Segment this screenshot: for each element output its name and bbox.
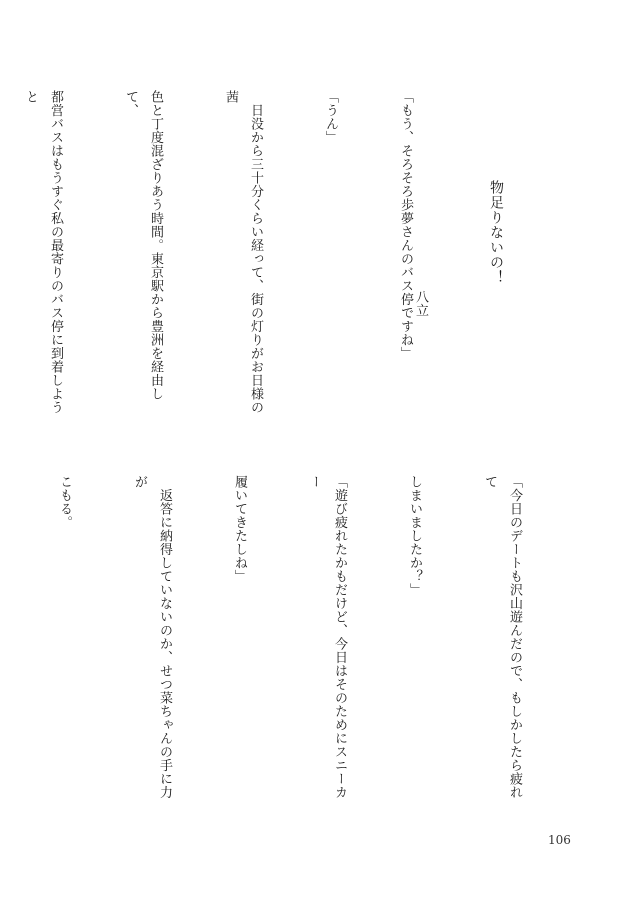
text-line [0, 475, 2, 805]
text-line: 都営バスはもうすぐ私の最寄りのバス停に到着しようと [23, 90, 63, 414]
text-line: 「もう、そろそろ歩夢さんのバス停ですね」 [398, 90, 413, 360]
title-block [413, 180, 558, 420]
text-line: 履いてきたしね」 [232, 475, 247, 583]
text-line: しまいましたか？」 [407, 475, 422, 597]
story-title: 物足りないの！ [488, 180, 504, 285]
text-line: こもる。 [57, 475, 72, 529]
page-number: 106 [548, 833, 571, 847]
text-line: 色と丁度混ざりあう時間。東京駅から豊洲を経由して、 [123, 90, 163, 401]
text-line: 日没から三十分くらい経って、街の灯りがお日様の茜 [223, 90, 263, 414]
text-line: 返答に納得していないのか、せつ菜ちゃんの手に力が [132, 475, 172, 799]
text-line: 「遊び疲れたかもだけど、今日はそのためにスニーカー [307, 475, 347, 799]
text-line: 「今日のデートも沢山遊んだので、もしかしたら疲れて [482, 475, 522, 799]
author-name: 八立 [413, 290, 428, 317]
lower-text-block [57, 475, 577, 805]
text-line: 「うん」 [323, 90, 338, 144]
upper-text-block [23, 90, 468, 420]
